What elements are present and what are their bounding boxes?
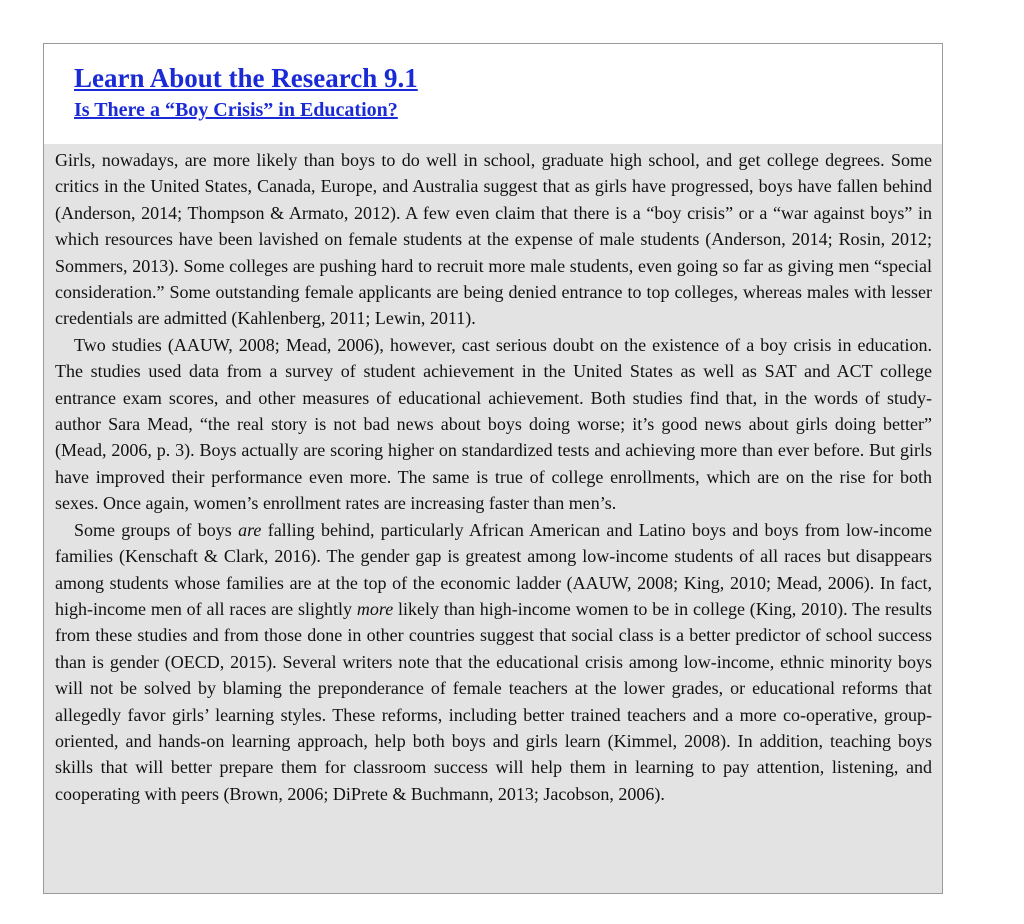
paragraph-3 bbox=[55, 517, 932, 807]
paragraph-2: Two studies (AAUW, 2008; Mead, 2006), however, cast serious doubt on the existence of a boy crisis in education. The studies used data from a survey of student achievement in the United States as well as SAT and ACT college entrance exam scores, and other measures of educational achievement. Both studies find that, in the words of study-author Sara Mead, “the real story is not bad news about boys doing worse; it’s good news about girls doing better” (Mead, 2006, p. 3). Boys actually are scoring higher on standardized tests and achieving more than ever before. But girls have improved their performance even more. The same is true of college enrollments, which are on the rise for both sexes. Once again, women’s enrollment rates are increasing faster than men’s. bbox=[55, 334, 932, 514]
paragraph-3-emphasis-are: are bbox=[238, 519, 262, 540]
paragraph-3-part-b: falling behind, particularly African American and Latino boys and boys from low-income families (Kenschaft & Clark, 2016). The gender gap is greatest among low-income students of all races but disappears among students whose families are at the top of the economic ladder (AAUW, 2008; King, 2010; Mead, 2006). In fact, high-income men of all races are slightly bbox=[55, 519, 932, 619]
research-box-header bbox=[44, 44, 942, 144]
paragraph-1: Girls, nowadays, are more likely than boys to do well in school, graduate high school, and get college degrees. Some critics in the United States, Canada, Europe, and Australia suggest that as girls have progressed, boys have fallen behind (Anderson, 2014; Thompson & Armato, 2012). A few even claim that there is a “boy crisis” or a “war against boys” in which resources have been lavished on female students at the expense of male students (Anderson, 2014; Rosin, 2012; Sommers, 2013). Some colleges are pushing hard to recruit more male students, even going so far as giving men “special consideration.” Some outstanding female applicants are being denied entrance to top colleges, whereas males with lesser credentials are admitted (Kahlenberg, 2011; Lewin, 2011). bbox=[55, 150, 932, 329]
paragraph-3-emphasis-more: more bbox=[356, 598, 394, 619]
paragraph-3-part-a: Some groups of boys bbox=[74, 519, 239, 540]
research-subtitle-link[interactable]: Is There a “Boy Crisis” in Education? bbox=[74, 99, 398, 121]
paragraph-3-part-c: likely than high-income women to be in college (King, 2010). The results from these studies and from those done in other countries suggest that social class is a better predictor of school success than is gender (OECD, 2015). Several writers note that the educational crisis among low-income, ethnic minority boys will not be solved by blaming the preponderance of female teachers at the lower grades, or educational reforms that allegedly favor girls’ learning styles. These reforms, including better trained teachers and a more co-operative, group-oriented, and hands-on learning approach, help both boys and girls learn (Kimmel, 2008). In addition, teaching boys skills that will better prepare them for classroom success will help them in learning to pay attention, listening, and cooperating with peers (Brown, 2006; DiPrete & Buchmann, 2013; Jacobson, 2006). bbox=[55, 598, 932, 804]
research-box-body bbox=[44, 144, 942, 807]
research-title-link[interactable]: Learn About the Research 9.1 bbox=[74, 63, 418, 93]
research-box bbox=[43, 43, 943, 894]
